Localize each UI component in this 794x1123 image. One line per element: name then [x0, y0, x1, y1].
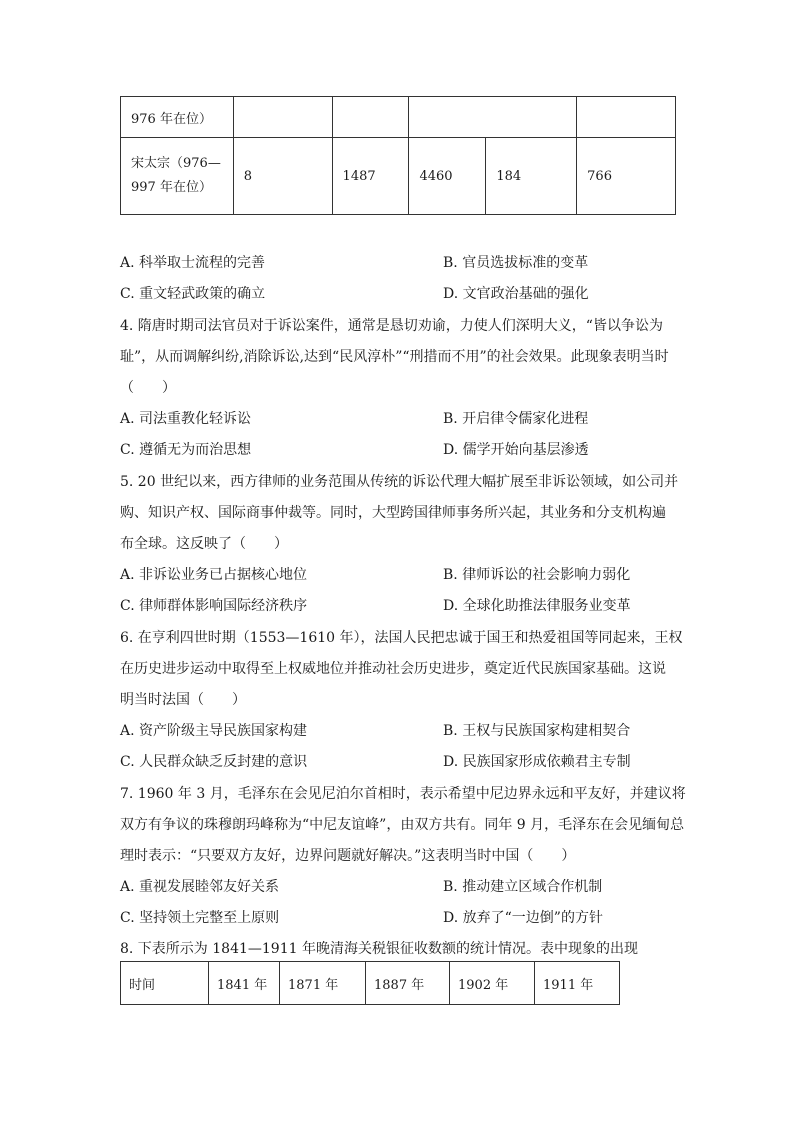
table-cell: 8: [233, 138, 332, 215]
table-cell: 766: [577, 138, 676, 215]
q7-stem-line-2: 双方有争议的珠穆朗玛峰称为“中尼友谊峰”，由双方共有。同年 9 月，毛泽东在会见缅甸总: [120, 817, 685, 833]
table-cell: [409, 97, 577, 138]
q6-option-c: C. 人民群众缺乏反封建的意识: [120, 754, 308, 770]
table-header-cell: 1902 年: [450, 962, 535, 1005]
q8-stem-line-1: 8. 下表所示为 1841—1911 年晚清海关税银征收数额的统计情况。表中现象的出现: [120, 941, 638, 957]
table-cell: 976 年在位）: [121, 97, 234, 138]
q7-stem-line-1: 7. 1960 年 3 月，毛泽东在会见尼泊尔首相时，表示希望中尼边界永远和平友好，并建议将: [120, 786, 686, 802]
q7-option-a: A. 重视发展睦邻友好关系: [120, 879, 280, 895]
table-cell: [577, 97, 676, 138]
table-row: [121, 962, 620, 1005]
table-cell: 184: [486, 138, 577, 215]
data-table-customs: [120, 961, 620, 1005]
q4-stem-line-3: （ ）: [120, 380, 176, 396]
q4-option-c: C. 遵循无为而治思想: [120, 442, 252, 458]
table-cell: [121, 138, 234, 215]
q7-option-d: D. 放弃了“一边倒”的方针: [443, 910, 603, 926]
q5-option-a: A. 非诉讼业务已占据核心地位: [120, 567, 308, 583]
q4-option-b: B. 开启律令儒家化进程: [443, 411, 589, 427]
table-row: [121, 97, 676, 138]
q5-stem-line-1: 5. 20 世纪以来，西方律师的业务范围从传统的诉讼代理大幅扩展至非诉讼领域，如公司并: [120, 474, 679, 490]
q6-stem-line-3: 明当时法国（ ）: [120, 692, 246, 708]
q7-stem-line-3: 理时表示：“只要双方友好，边界问题就好解决。”这表明当时中国（ ）: [120, 848, 576, 864]
q6-option-d: D. 民族国家形成依赖君主专制: [443, 754, 631, 770]
table-header-cell: 1841 年: [209, 962, 280, 1005]
q5-option-c: C. 律师群体影响国际经济秩序: [120, 598, 308, 614]
table-header-cell: 时间: [121, 962, 209, 1005]
q5-option-b: B. 律师诉讼的社会影响力弱化: [443, 567, 631, 583]
table-header-cell: 1887 年: [366, 962, 450, 1005]
table-cell: 4460: [409, 138, 486, 215]
q5-option-d: D. 全球化助推法律服务业变革: [443, 598, 631, 614]
table-header-cell: 1871 年: [280, 962, 366, 1005]
q7-option-b: B. 推动建立区域合作机制: [443, 879, 603, 895]
q3-option-b: B. 官员选拔标准的变革: [443, 255, 589, 271]
q6-stem-line-2: 在历史进步运动中取得至上权威地位并推动社会历史进步，奠定近代民族国家基础。这说: [120, 661, 666, 677]
q6-stem-line-1: 6. 在亨利四世时期（1553—1610 年），法国人民把忠诚于国王和热爱祖国等同起来，王权: [120, 630, 683, 646]
q4-stem-line-1: 4. 隋唐时期司法官员对于诉讼案件，通常是恳切劝谕，力使人们深明大义，“皆以争讼为: [120, 318, 663, 334]
q6-option-b: B. 王权与民族国家构建相契合: [443, 723, 631, 739]
q7-option-c: C. 坚持领土完整至上原则: [120, 910, 280, 926]
q4-option-a: A. 司法重教化轻诉讼: [120, 411, 252, 427]
q6-option-a: A. 资产阶级主导民族国家构建: [120, 723, 308, 739]
table-row: [121, 138, 676, 215]
q4-option-d: D. 儒学开始向基层渗透: [443, 442, 589, 458]
table-header-cell: 1911 年: [535, 962, 620, 1005]
q3-option-d: D. 文官政治基础的强化: [443, 286, 589, 302]
table-cell: 1487: [332, 138, 409, 215]
q3-option-c: C. 重文轻武政策的确立: [120, 286, 266, 302]
table-cell: [233, 97, 332, 138]
q4-stem-line-2: 耻”，从而调解纠纷,消除诉讼,达到“民风淳朴”“刑措而不用”的社会效果。此现象表明当时: [120, 349, 669, 365]
q5-stem-line-3: 布全球。这反映了（ ）: [120, 536, 288, 552]
data-table-song: [120, 96, 676, 215]
cell-text: 宋太宗（976—997 年在位）: [131, 156, 221, 195]
table-cell: [332, 97, 409, 138]
q5-stem-line-2: 购、知识产权、国际商事仲裁等。同时，大型跨国律师事务所兴起，其业务和分支机构遍: [120, 505, 666, 521]
q3-option-a: A. 科举取士流程的完善: [120, 255, 266, 271]
